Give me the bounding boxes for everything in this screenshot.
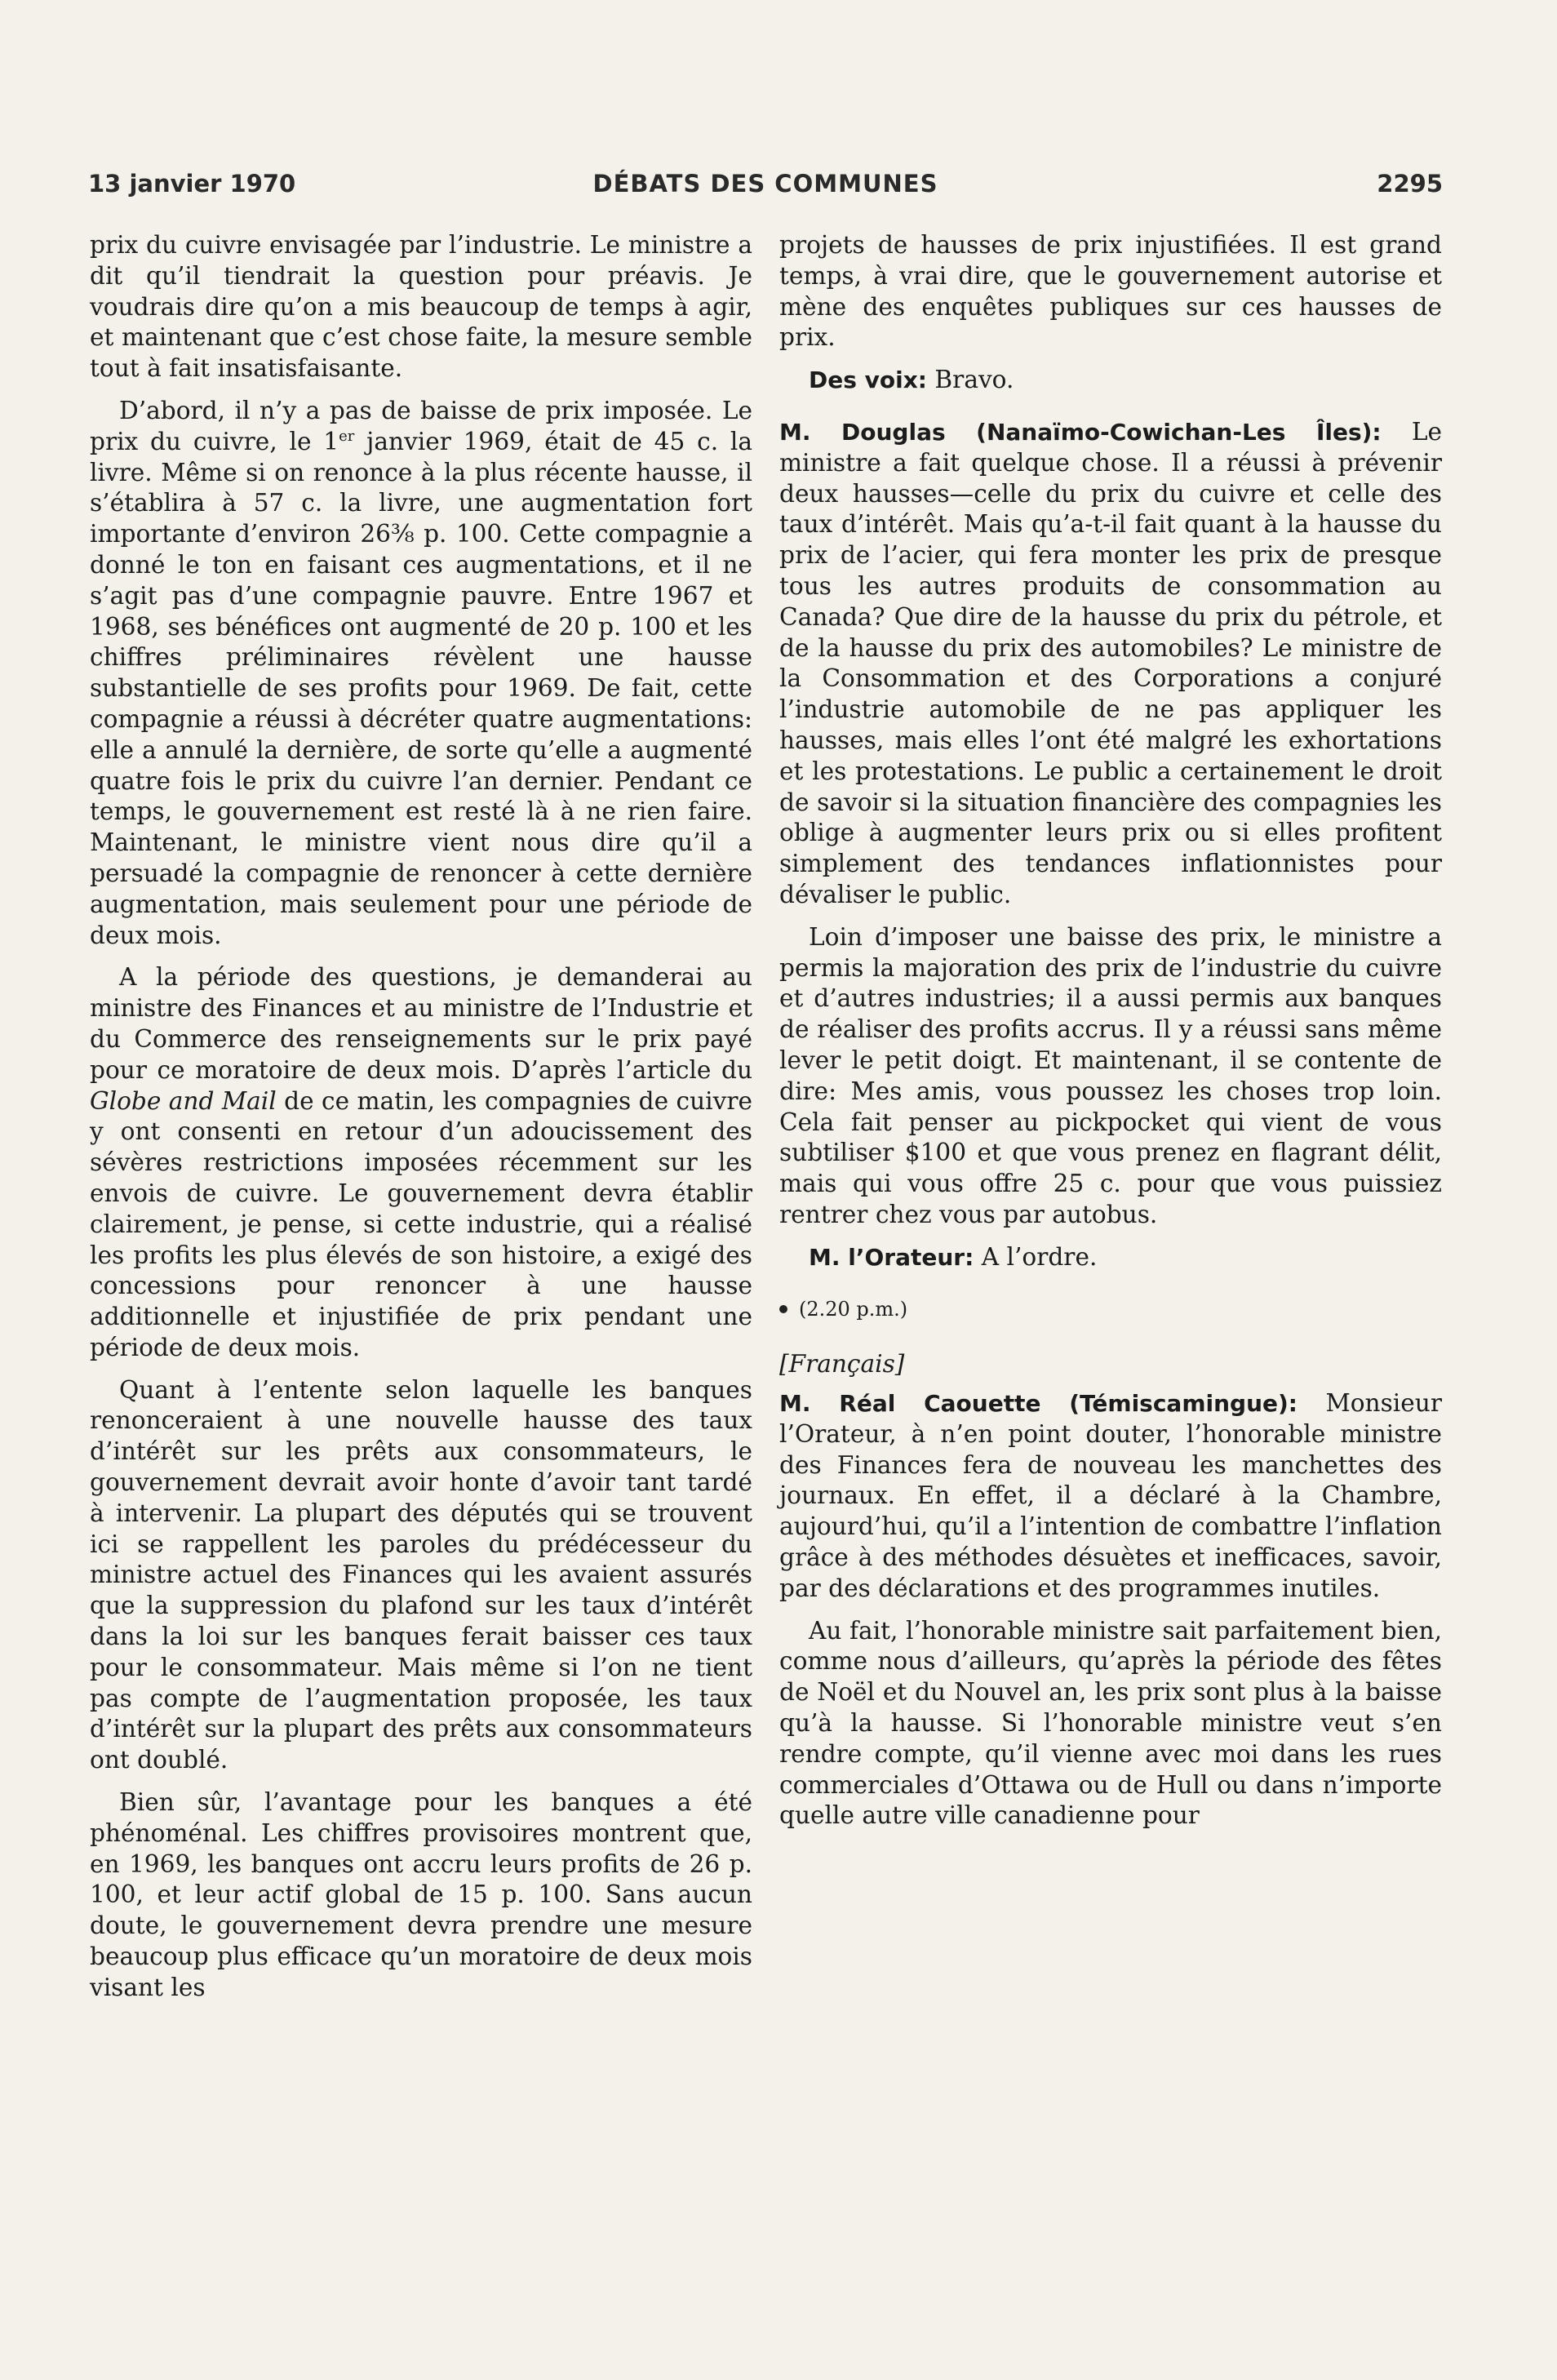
page-number: 2295 xyxy=(1377,170,1443,198)
speaker-name: Des voix: xyxy=(809,366,927,394)
paragraph xyxy=(90,396,752,951)
speech-text: Le ministre a fait quelque chose. Il a réussi à prévenir deux hausses—celle du prix du cuivre et celle des taux d’intérêt. Mais qu’a-t-il fait quant à la hausse du prix de l’acier, qui fera monter les prix de presque tous les autres produits de consommation au Canada? Que dire de la hausse du prix du pétrole, et de la hausse du prix des automobiles? Le ministre de la Consommation et des Corporations a conjuré l’industrie automobile de ne pas appliquer les hausses, mais elles l’ont été malgré les exhortations et les protestations. Le public a certainement le droit de savoir si la situation financière des compagnies les oblige à augmenter leurs prix ou si elles profitent simplement des tendances inflationnistes pour dévaliser le public. xyxy=(779,417,1442,908)
header-date: 13 janvier 1970 xyxy=(88,170,296,198)
speaker-name: M. Réal Caouette (Témiscamingue): xyxy=(779,1390,1298,1418)
paragraph: Bien sûr, l’avantage pour les banques a été phénoménal. Les chiffres provisoires montrent que, en 1969, les banques ont accru leurs profits de 26 p. 100, et leur actif global de 15 p. 100. Sans aucun doute, le gouvernement devra prendre une mesure beaucoup plus efficace qu’un moratoire de deux mois visant les xyxy=(90,1788,752,2001)
paragraph: Au fait, l’honorable ministre sait parfaitement bien, comme nous d’ailleurs, qu’après la période des fêtes de Noël et du Nouvel an, les prix sont plus à la baisse qu’à la hausse. Si l’honorable ministre veut s’en rendre compte, qu’il vienne avec moi dans les rues commerciales d’Ottawa ou de Hull ou dans n’importe quelle autre ville canadienne pour xyxy=(779,1616,1442,1830)
speech-text: A l’ordre. xyxy=(981,1242,1098,1271)
header-title: DÉBATS DES COMMUNES xyxy=(592,170,938,198)
interjection xyxy=(779,1242,1442,1273)
language-marker: [Français] xyxy=(779,1350,905,1379)
paragraph-text: A la période des questions, je demanderai au ministre des Finances et au ministre de l’Industrie et du Commerce des renseignements sur le prix payé pour ce moratoire de deux mois. D’après l’article du xyxy=(90,963,752,1084)
speech-text: Bravo. xyxy=(934,366,1014,394)
timestamp xyxy=(779,1294,1442,1325)
paragraph: projets de hausses de prix injustifiées. Il est grand temps, à vrai dire, que le gouvernement autorise et mène des enquêtes publiques sur ces hausses de prix. xyxy=(779,231,1442,352)
paragraph xyxy=(90,962,752,1363)
page-header xyxy=(88,170,1443,206)
superscript: er xyxy=(339,427,355,445)
newspaper-title: Globe and Mail xyxy=(90,1086,277,1115)
bullet-icon xyxy=(779,1305,787,1313)
timestamp-text: (2.20 p.m.) xyxy=(799,1297,908,1321)
paragraph-text: de ce matin, les compagnies de cuivre y ont consenti en retour d’un adoucissement des sévères restrictions imposées récemment sur les envois de cuivre. Le gouvernement devra établir clairement, je pense, si cette industrie, qui a réalisé les profits les plus élevés de son histoire, a exigé des concessions pour renoncer à une hausse additionnelle et injustifiée de prix pendant une période de deux mois. xyxy=(90,1086,753,1361)
paragraph-text: janvier 1969, était de 45 c. la livre. Même si on renonce à la plus récente hausse, il s’établira à 57 c. la livre, une augmentation fort importante d’environ 26⅜ p. 100. Cette compagnie a donné le ton en faisant ces augmentations, et il ne s’agit pas d’une compagnie pauvre. Entre 1967 et 1968, ses bénéfices ont augmenté de 20 p. 100 et les chiffres préliminaires révèlent une hausse substantielle de ses profits pour 1969. De fait, cette compagnie a réussi à décréter quatre augmentations: elle a annulé la dernière, de sorte qu’elle a augmenté quatre fois le prix du cuivre l’an dernier. Pendant ce temps, le gouvernement est resté là à ne rien faire. Maintenant, le ministre vient nous dire qu’il a persuadé la compagnie de renoncer à cette dernière augmentation, mais seulement pour une période de deux mois. xyxy=(90,427,752,949)
speaker-name: M. l’Orateur: xyxy=(809,1243,974,1271)
speaker-name: M. Douglas (Nanaïmo-Cowichan-Les Îles): xyxy=(779,418,1382,446)
paragraph: Quant à l’entente selon laquelle les banques renonceraient à une nouvelle hausse des taux d’intérêt sur les prêts aux consommateurs, le gouvernement devrait avoir honte d’avoir tant tardé à intervenir. La plupart des députés qui se trouvent ici se rappellent les paroles du prédécesseur du ministre actuel des Finances qui les avaient assurés que la suppression du plafond sur les taux d’intérêt dans la loi sur les banques ferait baisser ces taux pour le consommateur. Mais même si l’on ne tient pas compte de l’augmentation proposée, les taux d’intérêt sur la plupart des prêts aux consommateurs ont doublé. xyxy=(90,1375,752,1774)
paragraph: prix du cuivre envisagée par l’industrie. Le ministre a dit qu’il tiendrait la question pour préavis. Je voudrais dire qu’on a mis beaucoup de temps à agir, et maintenant que c’est chose faite, la mesure semble tout à fait insatisfaisante. xyxy=(90,231,752,383)
right-column xyxy=(779,230,1442,1843)
left-column xyxy=(90,230,752,2015)
paragraph: Loin d’imposer une baisse des prix, le ministre a permis la majoration des prix de l’industrie du cuivre et d’autres industries; il a aussi permis aux banques de réaliser des profits accrus. Il y a réussi sans même lever le petit doigt. Et maintenant, il se contente de dire: Mes amis, vous poussez les choses trop loin. Cela fait penser au pickpocket qui vient de vous subtiliser $100 et que vous prenez en flagrant délit, mais qui vous offre 25 c. pour que vous puissiez rentrer chez vous par autobus. xyxy=(779,922,1442,1228)
interjection xyxy=(779,365,1442,396)
paragraph-text: D’abord, il n’y a pas de baisse de prix imposée. Le prix du cuivre, le 1 xyxy=(90,396,752,455)
speech xyxy=(779,417,1442,911)
speech-text: Monsieur l’Orateur, à n’en point douter, l’honorable ministre des Finances fera de nouveau les manchettes des journaux. En effet, il a déclaré à la Chambre, aujourd’hui, qu’il a l’intention de combattre l’inflation grâce à des méthodes désuètes et inefficaces, savoir, par des déclarations et des programmes inutiles. xyxy=(779,1389,1442,1602)
speech xyxy=(779,1388,1442,1605)
